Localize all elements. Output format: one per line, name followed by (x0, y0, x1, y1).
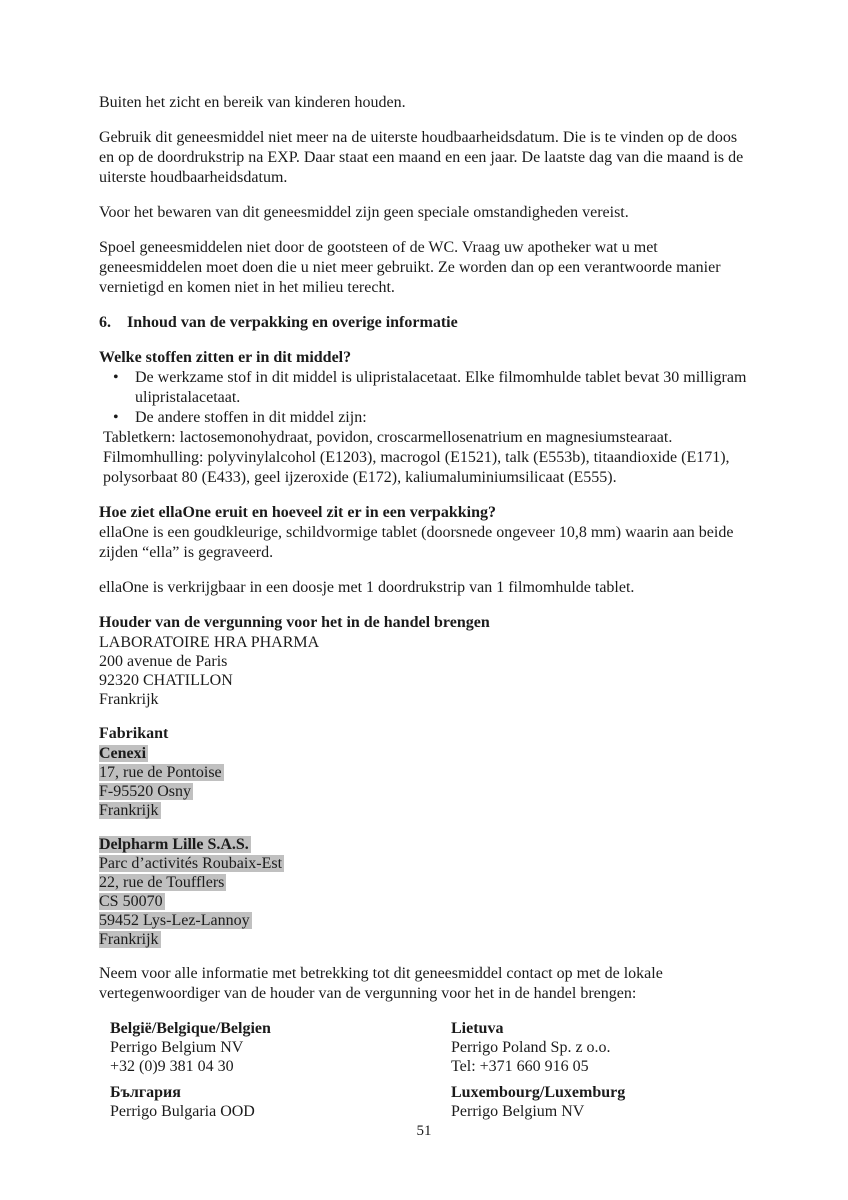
highlighted-text: 22, rue de Toufflers (99, 874, 225, 891)
highlighted-text: F-95520 Osny (99, 783, 192, 800)
representative-line: Perrigo Belgium NV (110, 1039, 244, 1056)
manufacturer-delpharm-address-line (99, 873, 751, 892)
manufacturer-delpharm-address-line (99, 911, 751, 930)
representative-country: Lietuva (451, 1020, 504, 1037)
paragraph-expiry-date: Gebruik dit geneesmiddel niet meer na de uiterste houdbaarheidsdatum. Die is te vinden op de doos en op de doordrukstrip na EXP. Daar staat een maand en een jaar. De laatste dag van die maand is de uiterste houdbaarheidsdatum. (99, 129, 744, 186)
representative-line: Perrigo Belgium NV (451, 1103, 585, 1120)
representative-country: България (110, 1084, 181, 1101)
subheading-manufacturer: Fabrikant (99, 725, 169, 742)
highlighted-text: Delpharm Lille S.A.S. (99, 836, 249, 853)
highlighted-text: 59452 Lys-Lez-Lannoy (99, 912, 250, 929)
representative-entry (451, 1019, 751, 1076)
line-film-coating: Filmomhulling: polyvinylalcohol (E1203), macrogol (E1521), talk (E553b), titaandioxide (E171), polysorbaat 80 (E433), geel ijzeroxide (E172), kaliumaluminiumsilicaat (E555). (103, 449, 730, 486)
section-6-heading (99, 313, 751, 333)
manufacturer-delpharm-address-line (99, 930, 751, 949)
subheading-appearance: Hoe ziet ellaOne eruit en hoeveel zit er in een verpakking? (99, 504, 496, 521)
line-tablet-core: Tabletkern: lactosemonohydraat, povidon, croscarmellosenatrium en magnesiumstearaat. (103, 429, 673, 446)
representative-country: Luxembourg/Luxemburg (451, 1084, 626, 1101)
mah-address-line: 92320 CHATILLON (99, 672, 233, 689)
manufacturer-delpharm-address-line (99, 892, 751, 911)
paragraph-keep-away-from-children: Buiten het zicht en bereik van kinderen houden. (99, 94, 406, 111)
highlighted-text: CS 50070 (99, 893, 163, 910)
subheading-mah: Houder van de vergunning voor het in de handel brengen (99, 614, 490, 631)
representative-entry (110, 1083, 451, 1121)
paragraph-contact-intro: Neem voor alle informatie met betrekking tot dit geneesmiddel contact op met de lokale vertegenwoordiger van de houder van de vergunning voor het in de handel brengen: (99, 965, 663, 1002)
manufacturer-cenexi-address-line (99, 782, 751, 801)
list-item-active-substance (99, 368, 751, 408)
representative-line: Tel: +371 660 916 05 (451, 1058, 589, 1075)
page-number: 51 (416, 1123, 432, 1139)
representative-line: +32 (0)9 381 04 30 (110, 1058, 234, 1075)
paragraph-disposal: Spoel geneesmiddelen niet door de gootsteen of de WC. Vraag uw apotheker wat u met geneesmiddelen moet doen die u niet meer gebruikt. Ze worden dan op een verantwoorde manier vernietigd en komen niet in het milieu terecht. (99, 239, 721, 296)
highlighted-text: Parc d’activités Roubaix-Est (99, 855, 283, 872)
representatives-column-right (451, 1019, 751, 1128)
subheading-composition: Welke stoffen zitten er in dit middel? (99, 349, 352, 366)
highlighted-text: Frankrijk (99, 802, 159, 819)
mah-address-line: LABORATOIRE HRA PHARMA (99, 634, 320, 651)
highlighted-text: Frankrijk (99, 931, 159, 948)
representative-entry (110, 1019, 451, 1076)
manufacturer-cenexi-name (99, 744, 751, 763)
representatives-column-left (110, 1019, 451, 1128)
list-item-text: De andere stoffen in dit middel zijn: (135, 409, 367, 426)
leaflet-content (99, 93, 751, 1128)
bullet-icon: • (113, 369, 119, 386)
representative-line: Perrigo Poland Sp. z o.o. (451, 1039, 611, 1056)
manufacturer-cenexi-address-line (99, 763, 751, 782)
representative-line: Perrigo Bulgaria OOD (110, 1103, 255, 1120)
manufacturer-delpharm-name (99, 835, 751, 854)
section-6-number: 6. (99, 314, 111, 331)
paragraph-appearance: ellaOne is een goudkleurige, schildvormige tablet (doorsnede ongeveer 10,8 mm) waarin aan beide zijden “ella” is gegraveerd. (99, 524, 734, 561)
mah-address-line: 200 avenue de Paris (99, 653, 228, 670)
paragraph-pack-contents: ellaOne is verkrijgbaar in een doosje met 1 doordrukstrip van 1 filmomhulde tablet. (99, 579, 635, 596)
representative-country: België/Belgique/Belgien (110, 1020, 271, 1037)
section-6-title: Inhoud van de verpakking en overige informatie (127, 314, 458, 331)
manufacturer-delpharm-address-line (99, 854, 751, 873)
highlighted-text: 17, rue de Pontoise (99, 764, 222, 781)
highlighted-text: Cenexi (99, 745, 147, 762)
bullet-icon: • (113, 409, 119, 426)
list-item-other-substances (99, 408, 751, 428)
manufacturer-cenexi-address-line (99, 801, 751, 820)
mah-address-line: Frankrijk (99, 691, 159, 708)
paragraph-storage-conditions: Voor het bewaren van dit geneesmiddel zijn geen speciale omstandigheden vereist. (99, 204, 629, 221)
representatives-table (99, 1019, 751, 1128)
list-item-text: De werkzame stof in dit middel is ulipristalacetaat. Elke filmomhulde tablet bevat 30 milligram ulipristalacetaat. (135, 369, 747, 406)
representative-entry (451, 1083, 751, 1121)
